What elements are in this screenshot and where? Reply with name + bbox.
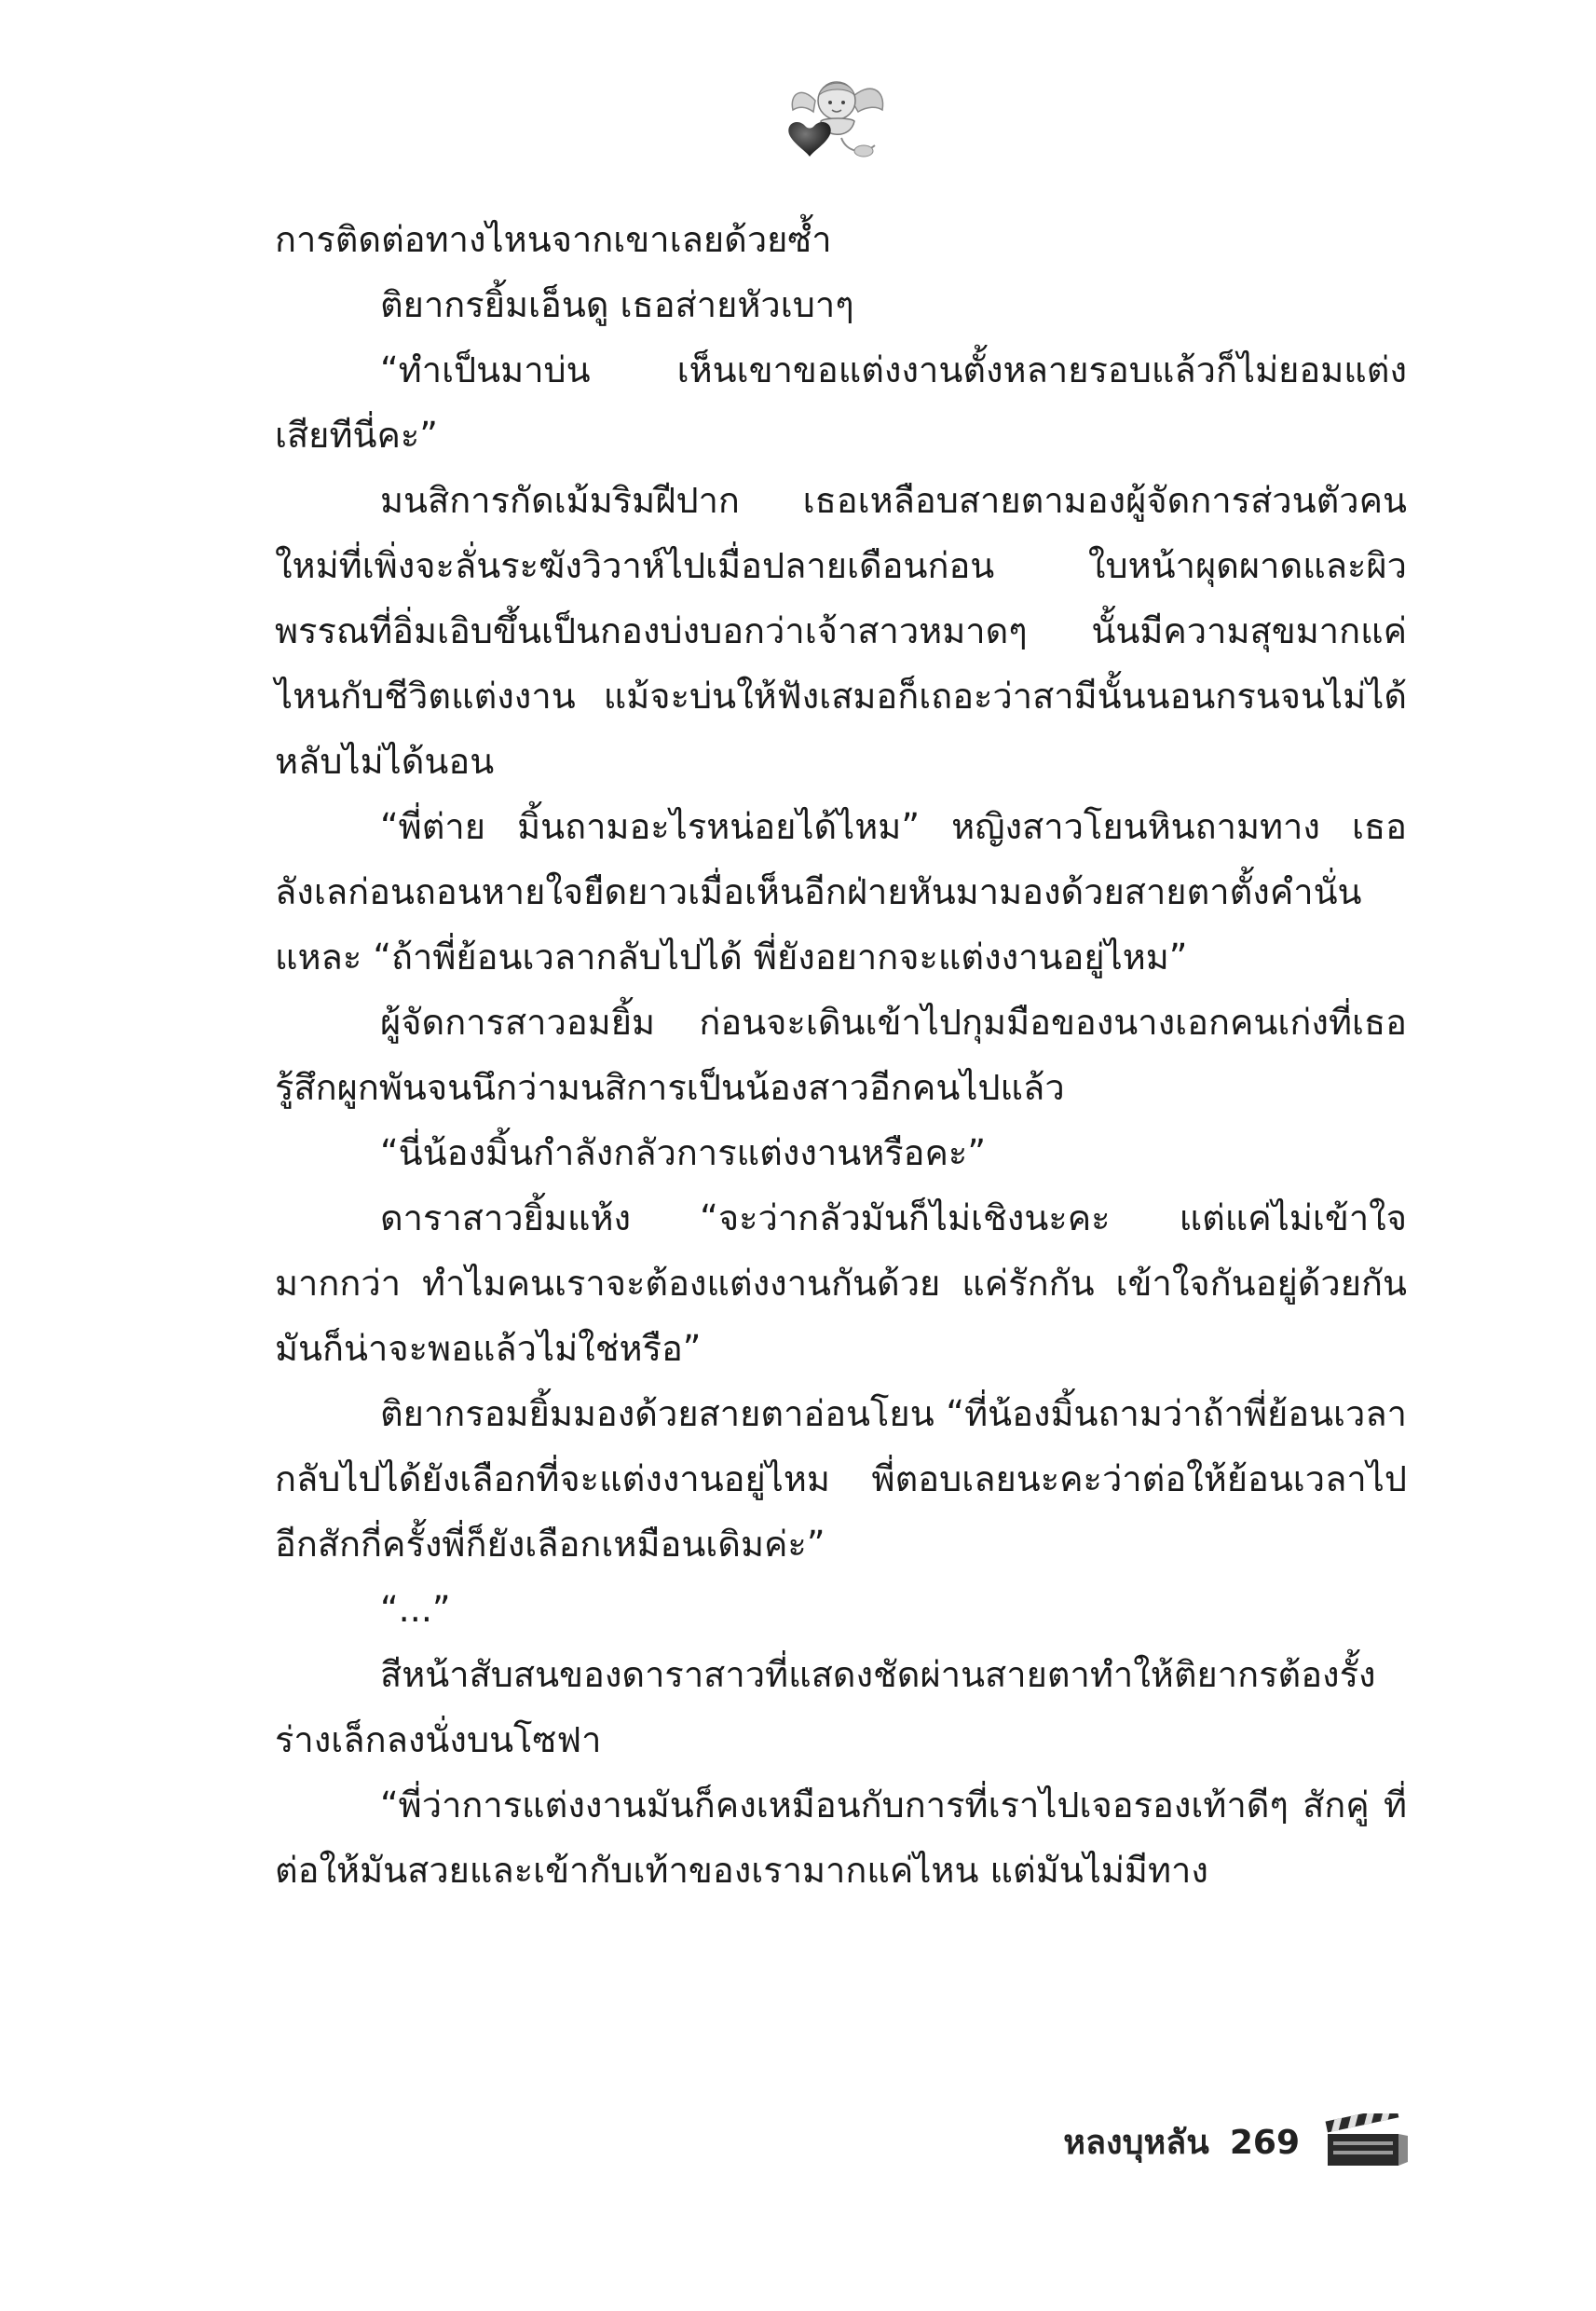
page-footer <box>1063 2113 1410 2169</box>
clapperboard-icon <box>1324 2113 1410 2169</box>
paragraph: สีหน้าสับสนของดาราสาวที่แสดงชัดผ่านสายตาทำให้ติยากรต้องรั้งร่างเล็กลงนั่งบนโซฟา <box>275 1654 1376 1760</box>
paragraph: ติยากรอมยิ้มมองด้วยสายตาอ่อนโยน “ที่น้องมิ้นถามว่าถ้าพี่ย้อนเวลากลับไปได้ยังเลือกที่จะแต่งงานอยู่ไหม พี่ตอบเลยนะคะว่าต่อให้ย้อนเวลาไปอีกสักกี่ครั้งพี่ก็ยังเลือกเหมือนเดิมค่ะ” <box>275 1393 1407 1565</box>
paragraph: ดาราสาวยิ้มแห้ง “จะว่ากลัวมันก็ไม่เชิงนะคะ แต่แค่ไม่เข้าใจมากกว่า ทำไมคนเราจะต้องแต่งงานกันด้วย แค่รักกัน เข้าใจกันอยู่ด้วยกัน มันก็น่าจะพอแล้วไม่ใช่หรือ” <box>275 1197 1407 1369</box>
running-footer <box>1063 2115 1300 2168</box>
cupid-angel-heart-icon <box>785 73 888 162</box>
paragraph: มนสิการกัดเม้มริมฝีปาก เธอเหลือบสายตามองผู้จัดการส่วนตัวคนใหม่ที่เพิ่งจะลั่นระฆังวิวาห์ไปเมื่อปลายเดือนก่อน ใบหน้าผุดผาดและผิวพรรณที่อิ่มเอิบขึ้นเป็นกองบ่งบอกว่าเจ้าสาวหมาดๆ นั้นมีความสุขมากแค่ไหนกับชีวิตแต่งงาน แม้จะบ่นให้ฟังเสมอก็เถอะว่าสามีนั้นนอนกรนจนไม่ได้หลับไม่ได้นอน <box>275 480 1407 782</box>
paragraph: ติยากรยิ้มเอ็นดู เธอส่ายหัวเบาๆ <box>380 284 854 325</box>
book-title: หลงบุหลัน <box>1063 2123 1209 2162</box>
paragraph: “ทำเป็นมาบ่น เห็นเขาขอแต่งงานตั้งหลายรอบแล้วก็ไม่ยอมแต่งเสียทีนี่คะ” <box>275 349 1407 456</box>
paragraph: การติดต่อทางไหนจากเขาเลยด้วยซ้ำ <box>275 219 832 260</box>
paragraph: ผู้จัดการสาวอมยิ้ม ก่อนจะเดินเข้าไปกุมมือของนางเอกคนเก่งที่เธอรู้สึกผูกพันจนนึกว่ามนสิการเป็นน้องสาวอีกคนไปแล้ว <box>275 1002 1407 1108</box>
paragraph: “พี่ต่าย มิ้นถามอะไรหน่อยได้ไหม” หญิงสาวโยนหินถามทาง เธอลังเลก่อนถอนหายใจยืดยาวเมื่อเห็นอีกฝ่ายหันมามองด้วยสายตาตั้งคำนั่นแหละ “ถ้าพี่ย้อนเวลากลับไปได้ พี่ยังอยากจะแต่งงานอยู่ไหม” <box>275 806 1407 978</box>
paragraph: “...” <box>380 1589 451 1630</box>
page-number: 269 <box>1229 2123 1300 2162</box>
paragraph: “พี่ว่าการแต่งงานมันก็คงเหมือนกับการที่เราไปเจอรองเท้าดีๆ สักคู่ ที่ต่อให้มันสวยและเข้ากับเท้าของเรามากแค่ไหน แต่มันไม่มีทาง <box>275 1785 1407 1891</box>
paragraph: “นี่น้องมิ้นกำลังกลัวการแต่งงานหรือคะ” <box>380 1132 987 1173</box>
body-text <box>275 207 1407 1903</box>
